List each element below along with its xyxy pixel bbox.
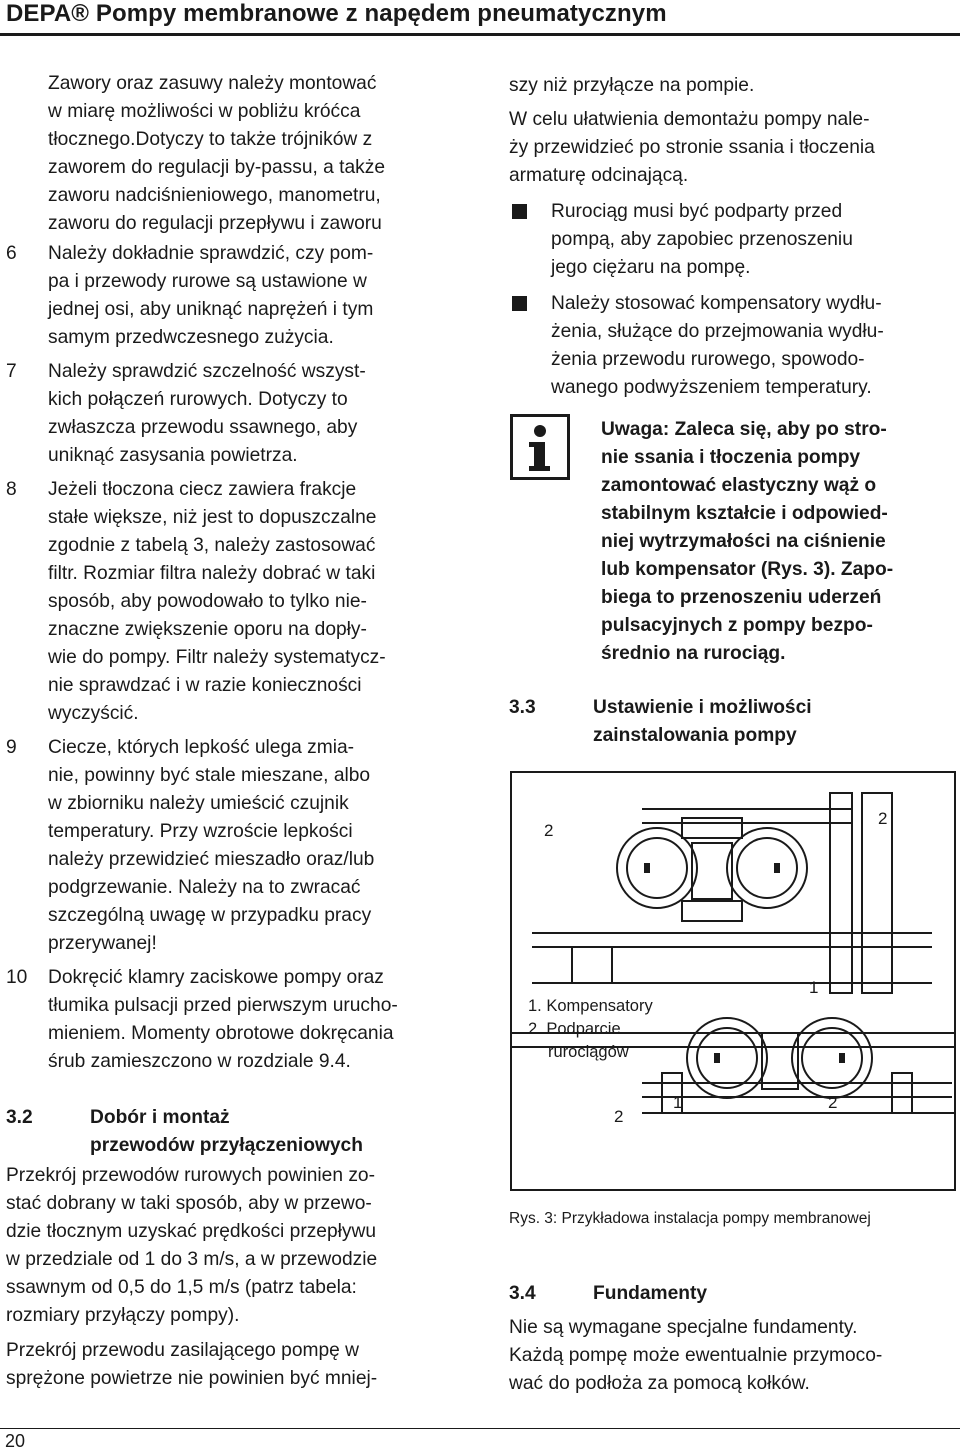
- text-line: Ciecze, których lepkość ulega zmia-: [48, 737, 355, 758]
- text-line: kich połączeń rurowych. Dotyczy to: [48, 389, 348, 410]
- text-line: śrub zamieszczono w rozdziale 9.4.: [48, 1051, 351, 1072]
- text-line: nie, powinny być stale mieszane, albo: [48, 765, 371, 786]
- text-line: wanego podwyższeniem temperatury.: [551, 377, 872, 398]
- text-line: sprężone powietrze nie powinien być mniej-: [6, 1368, 378, 1389]
- section-heading: [509, 1280, 959, 1308]
- text-line: zaworem do regulacji by-passu, a także: [48, 157, 386, 178]
- text-line: wać do podłoża za pomocą kołków.: [509, 1373, 810, 1394]
- text-line: Każdą pompę może ewentualnie przymoco-: [509, 1345, 883, 1366]
- text-line: stabilnym kształcie i odpowied-: [601, 503, 888, 524]
- section-heading: [6, 1104, 476, 1160]
- section-3-2: [6, 1104, 476, 1393]
- item-number: 9: [6, 737, 17, 758]
- paragraph: [6, 1162, 476, 1330]
- text-line: dzie tłocznym uzyskać prędkości przepływu: [6, 1221, 377, 1242]
- text-line: samym przedwczesnego zużycia.: [48, 327, 334, 348]
- text-line: nie ssania i tłoczenia pompy: [601, 447, 861, 468]
- paragraph: [6, 1337, 476, 1393]
- text-line: pulsacyjnych z pompy bezpo-: [601, 615, 873, 636]
- text-line: zamontować elastyczny wąż o: [601, 475, 877, 496]
- text-line: Rurociąg musi być podparty przed: [551, 201, 843, 222]
- text-line: tłumika pulsacji przed pierwszym urucho-: [48, 995, 398, 1016]
- legend-line: 1. Kompensatory: [528, 997, 653, 1015]
- section-title-line: Fundamenty: [593, 1283, 708, 1304]
- text-line: ssawnym od 0,5 do 1,5 m/s (patrz tabela:: [6, 1277, 357, 1298]
- legend-line: 2. Podparcie: [528, 1020, 621, 1038]
- text-line: niej wytrzymałości na ciśnienie: [601, 531, 886, 552]
- list-item: [6, 964, 476, 1076]
- paragraph: [509, 106, 959, 190]
- footer-divider: [0, 1428, 960, 1429]
- info-icon: [510, 414, 570, 480]
- text-line: stałe większe, niż jest to dopuszczalne: [48, 507, 377, 528]
- text-line: pa i przewody rurowe są ustawione w: [48, 271, 367, 292]
- text-line: Należy dokładnie sprawdzić, czy pom-: [48, 243, 374, 264]
- section-number: 3.4: [509, 1283, 536, 1304]
- list-item: [6, 358, 476, 470]
- text-line: rozmiary przyłączy pompy).: [6, 1305, 240, 1326]
- figure-legend: [528, 995, 653, 1064]
- text-line: przerywanej!: [48, 933, 157, 954]
- text-line: podgrzewanie. Należy na to zwracać: [48, 877, 361, 898]
- installation-figure: [510, 771, 956, 1191]
- text-line: zaworu nadciśnieniowego, manometru,: [48, 185, 381, 206]
- text-line: zaworu do regulacji przepływu i zaworu: [48, 213, 382, 234]
- text-line: nie sprawdzać i w razie konieczności: [48, 675, 362, 696]
- text-line: Należy sprawdzić szczelność wszyst-: [48, 361, 366, 382]
- header-divider: [0, 33, 960, 36]
- section-3-3: [509, 694, 959, 750]
- list-item: [6, 240, 476, 352]
- text-line: należy przewidzieć mieszadło oraz/lub: [48, 849, 375, 870]
- text-line: Należy stosować kompensatory wydłu-: [551, 293, 882, 314]
- text-line: Zawory oraz zasuwy należy montować: [48, 73, 377, 94]
- item-number: 10: [6, 967, 28, 988]
- text-line: wie do pompy. Filtr należy systematycz-: [48, 647, 386, 668]
- text-line: ży przewidzieć po stronie ssania i tłoczenia: [509, 137, 875, 158]
- text-line: Przekrój przewodu zasilającego pompę w: [6, 1340, 360, 1361]
- text-line: znaczne zwiększenie oporu na dopły-: [48, 619, 367, 640]
- text-line: żenia, służące do przejmowania wydłu-: [551, 321, 884, 342]
- text-line: jego ciężaru na pompę.: [551, 257, 751, 278]
- section-title-line: Ustawienie i możliwości: [593, 697, 812, 718]
- text-line: tłocznego.Dotyczy to także trójników z: [48, 129, 373, 150]
- section-title-line: Dobór i montaż: [90, 1107, 230, 1128]
- figure-label: 1: [673, 1093, 683, 1112]
- text-line: armaturę odcinającą.: [509, 165, 689, 186]
- text-line: pompą, aby zapobiec przenoszeniu: [551, 229, 853, 250]
- text-line: wyczyścić.: [48, 703, 139, 724]
- text-line: Nie są wymagane specjalne fundamenty.: [509, 1317, 858, 1338]
- text-line: Dokręcić klamry zaciskowe pompy oraz: [48, 967, 384, 988]
- page-number: 20: [5, 1431, 26, 1451]
- left-column: [6, 70, 476, 1076]
- info-glyph-icon: [513, 417, 567, 477]
- text-line: w zbiorniku należy umieścić czujnik: [48, 793, 349, 814]
- text-line: zwłaszcza przewodu ssawnego, aby: [48, 417, 358, 438]
- text-line: jednej osi, aby uniknąć naprężeń i tym: [48, 299, 374, 320]
- page-header: [0, 0, 960, 30]
- text-line: W celu ułatwienia demontażu pompy nale-: [509, 109, 870, 130]
- figure-label: 1: [809, 978, 819, 997]
- list-item: [6, 734, 476, 958]
- item-number: 6: [6, 243, 17, 264]
- text-line: mieniem. Momenty obrotowe dokręcania: [48, 1023, 394, 1044]
- text-line: filtr. Rozmiar filtra należy dobrać w taki: [48, 563, 376, 584]
- text-line: stać dobrany w taki sposób, aby w przewo-: [6, 1193, 372, 1214]
- legend-line: rurociągów: [548, 1043, 629, 1061]
- text-line: zgodnie z tabelą 3, należy zastosować: [48, 535, 376, 556]
- pipe-vertical-right: [862, 793, 892, 993]
- pump-installation-drawing: [512, 773, 954, 1189]
- text-line: biega to przenoszeniu uderzeń: [601, 587, 882, 608]
- bullet-square-icon: [512, 296, 527, 311]
- text-line: Uwaga: Zaleca się, aby po stro-: [601, 419, 887, 440]
- section-title-line: zainstalowania pompy: [593, 725, 797, 746]
- text-line: Jeżeli tłoczona ciecz zawiera frakcje: [48, 479, 357, 500]
- section-number: 3.3: [509, 697, 536, 718]
- text-line: szczególną uwagę w przypadku pracy: [48, 905, 372, 926]
- section-3-4: [509, 1280, 959, 1398]
- text-line: szy niż przyłącze na pompie.: [509, 75, 755, 96]
- page-title: DEPA® Pompy membranowe z napędem pneumatycznym: [6, 0, 667, 27]
- section-number: 3.2: [6, 1107, 33, 1128]
- bullet-item: [509, 290, 959, 402]
- section-heading: [509, 694, 959, 750]
- figure-label: 2: [614, 1107, 624, 1126]
- text-line: Przekrój przewodów rurowych powinien zo-: [6, 1165, 375, 1186]
- text-line: średnio na rurociąg.: [601, 643, 786, 664]
- bullet-item: [509, 198, 959, 282]
- item-number: 7: [6, 361, 17, 382]
- figure-label: 2: [878, 809, 888, 828]
- paragraph: [509, 1314, 959, 1398]
- right-column: [509, 72, 959, 402]
- text-line: lub kompensator (Rys. 3). Zapo-: [601, 559, 894, 580]
- figure-label: 2: [544, 821, 554, 840]
- warning-note: [601, 416, 893, 668]
- text-line: w miarę możliwości w pobliżu króćca: [48, 101, 361, 122]
- figure-caption: Rys. 3: Przykładowa instalacja pompy membranowej: [509, 1210, 871, 1227]
- text-line: żenia przewodu rurowego, spowodo-: [551, 349, 865, 370]
- text-line: uniknąć zasysania powietrza.: [48, 445, 298, 466]
- item-number: 8: [6, 479, 17, 500]
- text-line: temperatury. Przy wzroście lepkości: [48, 821, 353, 842]
- section-title-line: przewodów przyłączeniowych: [90, 1135, 363, 1156]
- figure-label: 2: [828, 1093, 838, 1112]
- bullet-square-icon: [512, 204, 527, 219]
- text-line: w przedziale od 1 do 3 m/s, a w przewodzie: [6, 1249, 378, 1270]
- intro-paragraph: [6, 70, 476, 238]
- list-item: [6, 476, 476, 728]
- text-line: sposób, aby powodowało to tylko nie-: [48, 591, 367, 612]
